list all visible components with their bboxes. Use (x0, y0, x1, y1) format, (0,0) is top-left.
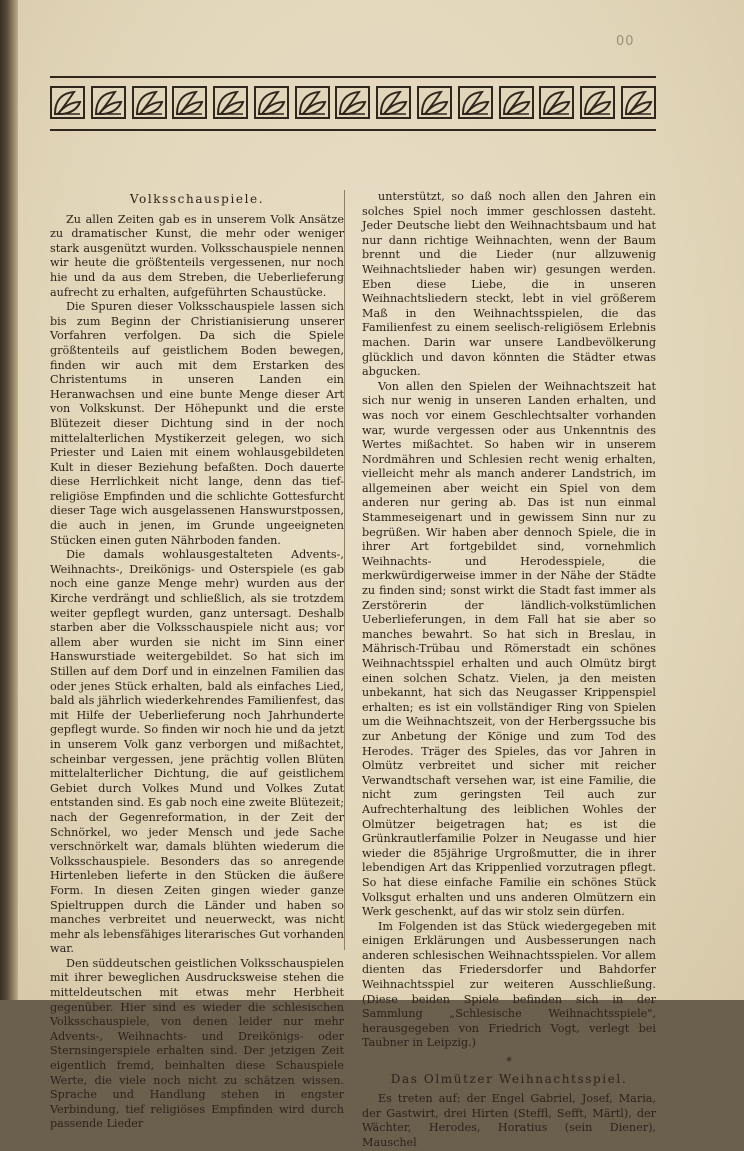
bottom-rule (50, 129, 656, 131)
paragraph: unterstützt, so daß noch allen den Jahren ein solches Spiel noch immer geschlossen dasteht. Jeder Deutsche liebt den Weihnachtsbaum und hat nur dann richtige Weihnachten, wenn der Baum brennt und die Lieder (nur allzuwenig Weihnachtslieder haben wir) gesungen werden. Eben diese Liebe, die in unseren Weihnachtsliedern steckt, lebt in viel größerem Maß in den Weihnachtsspielen, die das Familienfest zu einem seelisch-religiösem Erlebnis machen. Darin war unsere Landbevölkerung glücklich und davon könnten die Städter etwas abgucken. (362, 190, 656, 379)
left-column (50, 190, 344, 1132)
ornament-tile (132, 86, 167, 119)
ornament-tile (295, 86, 330, 119)
ornament-tile (335, 86, 370, 119)
column-divider (344, 190, 345, 950)
leaf-ornament-icon (174, 88, 205, 117)
leaf-ornament-icon (93, 88, 124, 117)
ornament-tile (376, 86, 411, 119)
section-subtitle: Das Olmützer Weihnachtsspiel. (390, 1071, 628, 1086)
section-separator: * (506, 1055, 512, 1069)
ornament-tile (621, 86, 656, 119)
paragraph: Von allen den Spielen der Weihnachtszeit hat sich nur wenig in unseren Landen erhalten, und was noch vor einem Geschlechtsalter vorhanden war, wurde vergessen oder aus Unkenntnis des Wertes mißachtet. So haben wir in unserem Nordmähren und Schlesien recht wenig erhalten, vielleicht mehr als manch anderer Landstrich, im allgemeinen aber weicht ein Spiel von dem anderen nur gering ab. Das ist nun einmal Stammeseigenart und in gewissem Sinn nur zu begrüßen. Wir haben aber dennoch Spiele, die in ihrer Art fortgebildet sind, vornehmlich Weihnachts- und Herodesspiele, die merkwürdigerweise immer in der Nähe der Städte zu finden sind; sonst wirkt die Stadt fast immer als Zerstörerin der ländlich-volkstümlichen Ueberlieferungen, in dem Fall hat sie aber so manches bewahrt. So hat sich in Breslau, in Mährisch-Trübau und Römerstadt ein schönes Weihnachtsspiel erhalten und auch Olmütz birgt einen solchen Schatz. Vielen, ja den meisten unbekannt, hat sich das Neugasser Krippenspiel erhalten; es ist ein vollständiger Ring von Spielen um die Weihnachtszeit, von der Herbergssuche bis zur Anbetung der Könige und zum Tod des Herodes. Träger des Spieles, das vor Jahren in Olmütz verbreitet und sicher mit reicher Verwandtschaft versehen war, ist eine Familie, die nicht zum geringsten Teil auch zur Aufrechterhaltung des leiblichen Wohles der Olmützer beigetragen hat; es ist die Grünkrautlerfamilie Polzer in Neugasse und hier wieder die 85jährige Urgroßmutter, die in ihrer lebendigen Art das Krippenlied vorzutragen pflegt. So hat diese einfache Familie ein schönes Stück Volksgut erhalten und uns anderen Olmützern ein Werk geschenkt, auf das wir stolz sein dürfen. (362, 379, 656, 919)
ornament-tile (499, 86, 534, 119)
leaf-ornament-icon (378, 88, 409, 117)
leaf-ornament-icon (297, 88, 328, 117)
ornamental-border (50, 83, 656, 122)
top-rule (50, 76, 656, 78)
ornament-tile (580, 86, 615, 119)
ornament-tile (91, 86, 126, 119)
leaf-ornament-icon (501, 88, 532, 117)
ornament-tile (254, 86, 289, 119)
ornament-tile (417, 86, 452, 119)
ornament-tile (50, 86, 85, 119)
leaf-ornament-icon (337, 88, 368, 117)
paragraph: Es treten auf: der Engel Gabriel, Josef, Maria, der Gastwirt, drei Hirten (Steffl, Sefft, Märtl), der Wächter, Herodes, Horatius (sein Diener), Mauschel (362, 1092, 656, 1149)
right-column (362, 190, 656, 1151)
paragraph: Den süddeutschen geistlichen Volksschauspielen mit ihrer beweglichen Ausdrucksweise stehen die mitteldeutschen mit etwas mehr Herbheit gegenüber. Hier sind es wieder die schlesischen Volksschauspiele, von denen leider nur mehr Advents-, Weihnachts- und Dreikönigs- oder Sternsingerspiele erhalten sind. Der jetzigen Zeit eigentlich fremd, beinhalten diese Schauspiele Werte, die viele noch nicht zu schätzen wissen. Sprache und Handlung stehen in engster Verbindung, tief religiöses Empfinden wird durch passende Lieder (50, 956, 344, 1131)
paragraph: Im Folgenden ist das Stück wiedergegeben mit einigen Erklärungen und Ausbesserungen nach anderen schlesischen Weihnachtsspielen. Vor allem dienten das Friedersdorfer und Bahdorfer Weihnachtsspiel zur weiteren Ausschließung. (Diese beiden Spiele befinden sich in der Sammlung „Schlesische Weihnachtsspiele", herausgegeben von Friedrich Vogt, verlegt bei Taubner in Leipzig.) (362, 919, 656, 1050)
leaf-ornament-icon (52, 88, 83, 117)
ornament-tile (539, 86, 574, 119)
leaf-ornament-icon (215, 88, 246, 117)
page-number: 00 (616, 34, 635, 49)
leaf-ornament-icon (541, 88, 572, 117)
paragraph: Die Spuren dieser Volksschauspiele lassen sich bis zum Beginn der Christianisierung unserer Vorfahren verfolgen. Da sich die Spiele größtenteils auf geistlichem Boden bewegen, finden wir auch mit dem Erstarken des Christentums in unseren Landen ein Heranwachsen und eine bunte Menge dieser Art von Volkskunst. Der Höhepunkt und die erste Blütezeit dieser Dichtung sind in der noch mittelalterlichen Mystikerzeit gelegen, wo sich Priester und Laien mit einem wohlausgebildeten Kult in dieser Beziehung befaßten. Doch dauerte diese Herrlichkeit nicht lange, denn das tief-religiöse Empfinden und die schlichte Gottesfurcht dieser Tage wich ausgelassenen Hanswurstpossen, die auch in jenen, im Grunde ungeeigneten Stücken einen guten Nährboden fanden. (50, 300, 344, 547)
leaf-ornament-icon (134, 88, 165, 117)
article-title: Volksschauspiele. (129, 192, 265, 206)
ornament-tile (458, 86, 493, 119)
leaf-ornament-icon (623, 88, 654, 117)
leaf-ornament-icon (582, 88, 613, 117)
ornament-tile (213, 86, 248, 119)
leaf-ornament-icon (256, 88, 287, 117)
paragraph: Zu allen Zeiten gab es in unserem Volk Ansätze zu dramatischer Kunst, die mehr oder weniger stark ausgenützt wurden. Volksschauspiele nennen wir heute die größtenteils vergessenen, nur noch hie und da aus dem Streben, die Ueberlieferung aufrecht zu erhalten, aufgeführten Schaustücke. (50, 212, 344, 299)
binding-edge (0, 0, 18, 1000)
ornament-tile (172, 86, 207, 119)
leaf-ornament-icon (419, 88, 450, 117)
paragraph: Die damals wohlausgestalteten Advents-, Weihnachts-, Dreikönigs- und Osterspiele (es gab noch eine ganze Menge mehr) wurden aus der Kirche verdrängt und schließlich, als sie trotzdem weiter gepflegt wurden, ganz untersagt. Deshalb starben aber die Volksschauspiele nicht aus; vor allem aber wurden sie nicht im Sinn einer Hanswurstiade weitergebildet. So hat sich im Stillen auf dem Dorf und in einzelnen Familien das oder jenes Stück erhalten, bald als einfaches Lied, bald als jährlich wiederkehrendes Familienfest, das mit Hilfe der Ueberlieferung noch Jahrhunderte gepflegt wurde. So finden wir noch hie und da jetzt in unserem Volk ganz verborgen und mißachtet, scheinbar vergessen, jene prächtig vollen Blüten mittelalterlicher Dichtung, die auf geistlichem Gebiet durch Volkes Mund und Volkes Zutat entstanden sind. Es gab noch eine zweite Blütezeit; nach der Gegenreformation, in der Zeit der Schnörkel, wo jeder Mensch und jede Sache verschnörkelt war, damals blühten wiederum die Volksschauspiele. Besonders das so anregende Hirtenleben lieferte in den Stücken die äußere Form. In diesen Zeiten gingen wieder ganze Spieltruppen durch die Länder und haben so manches verbreitet und neuerweckt, was nicht mehr als lebensfähiges literarisches Gut vorhanden war. (50, 548, 344, 956)
leaf-ornament-icon (460, 88, 491, 117)
